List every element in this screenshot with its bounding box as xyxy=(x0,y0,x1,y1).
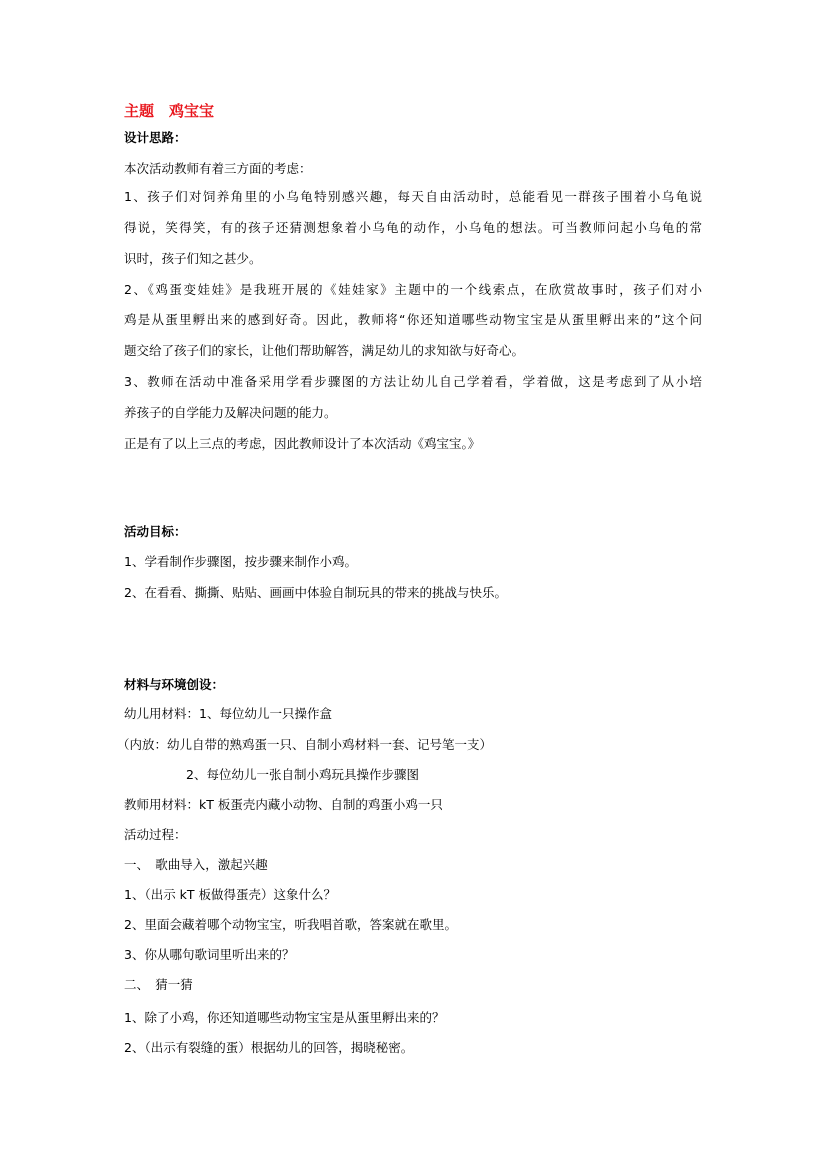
child-materials: 幼儿用材料：1、每位幼儿一只操作盒 xyxy=(124,706,332,721)
document-title: 主题 鸡宝宝 xyxy=(124,102,215,120)
child-materials-2: 2、每位幼儿一张自制小鸡玩具操作步骤图 xyxy=(186,767,419,782)
materials-heading: 材料与环境创设： xyxy=(124,677,225,692)
design-idea-intro: 本次活动教师有着三方面的考虑： xyxy=(124,161,312,176)
point1-line3: 识时，孩子们知之甚少。 xyxy=(124,251,262,266)
point1-line1: 1、孩子们对饲养角里的小乌龟特别感兴趣，每天自由活动时，总能看见一群孩子围着小乌龟说 xyxy=(124,189,702,204)
process-section2-item-1: 1、除了小鸡，你还知道哪些动物宝宝是从蛋里孵出来的？ xyxy=(124,1010,445,1025)
design-idea-conclusion: 正是有了以上三点的考虑，因此教师设计了本次活动《鸡宝宝。》 xyxy=(124,436,481,451)
child-materials-contents: （内放：幼儿自带的熟鸡蛋一只、自制小鸡材料一套、记号笔一支） xyxy=(117,737,493,752)
point3-line2: 养孩子的自学能力及解决问题的能力。 xyxy=(124,405,337,420)
goals-heading: 活动目标： xyxy=(124,524,187,539)
goal-item-2: 2、在看看、撕撕、贴贴、画画中体验自制玩具的带来的挑战与快乐。 xyxy=(124,585,507,600)
process-section1-title: 一、 歌曲导入，激起兴趣 xyxy=(124,857,268,872)
point1-line2: 得说，笑得笑，有的孩子还猜测想象着小乌龟的动作，小乌龟的想法。可当教师问起小乌龟的常 xyxy=(124,220,702,235)
point2-line2: 鸡是从蛋里孵出来的感到好奇。因此，教师将“你还知道哪些动物宝宝是从蛋里孵出来的”这个问 xyxy=(124,312,702,327)
goal-item-1: 1、学看制作步骤图，按步骤来制作小鸡。 xyxy=(124,554,357,569)
point2-line3: 题交给了孩子们的家长，让他们帮助解答，满足幼儿的求知欲与好奇心。 xyxy=(124,343,525,358)
process-section1-item-2: 2、里面会藏着哪个动物宝宝，听我唱首歌，答案就在歌里。 xyxy=(124,917,457,932)
process-section1-item-1: 1、（出示 kT 板做得蛋壳）这象什么？ xyxy=(124,887,337,902)
process-heading: 活动过程： xyxy=(124,827,187,842)
process-section1-item-3: 3、你从哪句歌词里听出来的？ xyxy=(124,947,295,962)
process-section2-item-2: 2、（出示有裂缝的蛋）根据幼儿的回答，揭晓秘密。 xyxy=(124,1040,414,1055)
point2-line1: 2、《鸡蛋变娃娃》是我班开展的《娃娃家》主题中的一个线索点，在欣赏故事时，孩子们对小 xyxy=(124,282,702,297)
point3-line1: 3、教师在活动中准备采用学看步骤图的方法让幼儿自己学着看，学着做，这是考虑到了从小培 xyxy=(124,374,702,389)
teacher-materials: 教师用材料：kT 板蛋壳内藏小动物、自制的鸡蛋小鸡一只 xyxy=(124,797,443,812)
design-idea-heading: 设计思路： xyxy=(124,130,187,145)
process-section2-title: 二、 猜一猜 xyxy=(124,977,193,992)
